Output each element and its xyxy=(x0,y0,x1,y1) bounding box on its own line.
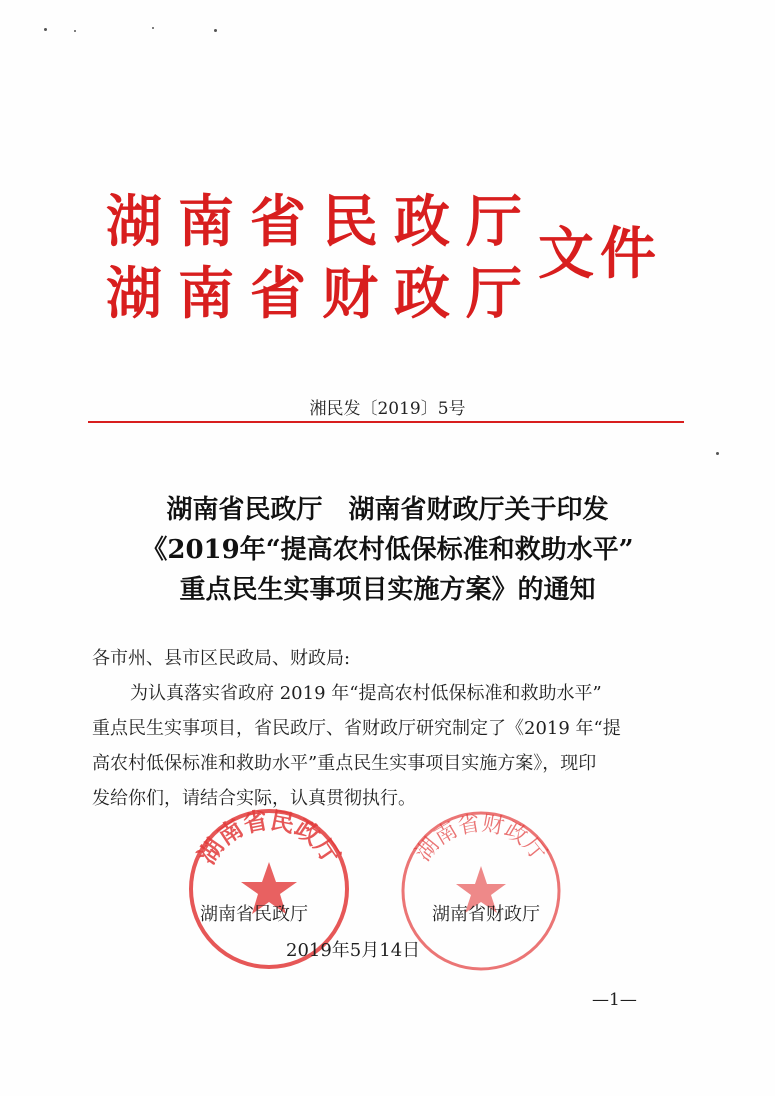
scan-speck xyxy=(74,30,76,32)
scan-speck xyxy=(152,27,154,29)
scan-speck xyxy=(716,452,719,455)
page-number: —1— xyxy=(592,990,637,1010)
issuer-name-2: 湖南省财政厅 xyxy=(106,261,538,327)
document-title xyxy=(80,490,695,610)
scan-speck xyxy=(44,28,47,31)
signature-finance: 湖南省财政厅 xyxy=(432,904,540,925)
scan-speck xyxy=(214,29,217,32)
document-type-label: 文件 xyxy=(538,221,662,287)
body-line: 为认真落实省政府 2019 年“提高农村低保标准和救助水平” xyxy=(130,683,602,704)
seal-1-text: 湖南省民政厅 xyxy=(192,806,346,870)
signature-civil-affairs: 湖南省民政厅 xyxy=(200,904,308,925)
issue-date: 2019年5月14日 xyxy=(286,940,421,961)
title-line: 重点民生实事项目实施方案》的通知 xyxy=(179,575,596,605)
body-paragraph xyxy=(92,676,692,816)
seal-2-text: 湖南省财政厅 xyxy=(411,811,551,867)
salutation: 各市州、县市区民政局、财政局: xyxy=(92,648,351,669)
svg-text:湖南省民政厅 xyxy=(192,806,346,869)
header-divider xyxy=(88,421,684,423)
body-line: 高农村低保标准和救助水平”重点民生实事项目实施方案》，现印 xyxy=(92,753,597,774)
issuer-block xyxy=(106,186,538,330)
document-number: 湘民发〔2019〕5号 xyxy=(309,399,466,419)
body-line: 发给你们，请结合实际，认真贯彻执行。 xyxy=(92,788,416,809)
title-line: 湖南省民政厅 湖南省财政厅关于印发 xyxy=(166,495,609,525)
issuer-name-1: 湖南省民政厅 xyxy=(106,189,538,255)
title-line: 《2019年“提高农村低保标准和救助水平” xyxy=(141,535,634,565)
body-line: 重点民生实事项目，省民政厅、省财政厅研究制定了《2019 年“提 xyxy=(92,718,621,739)
svg-text:湖南省财政厅 xyxy=(411,811,551,866)
finance-seal xyxy=(398,808,564,974)
